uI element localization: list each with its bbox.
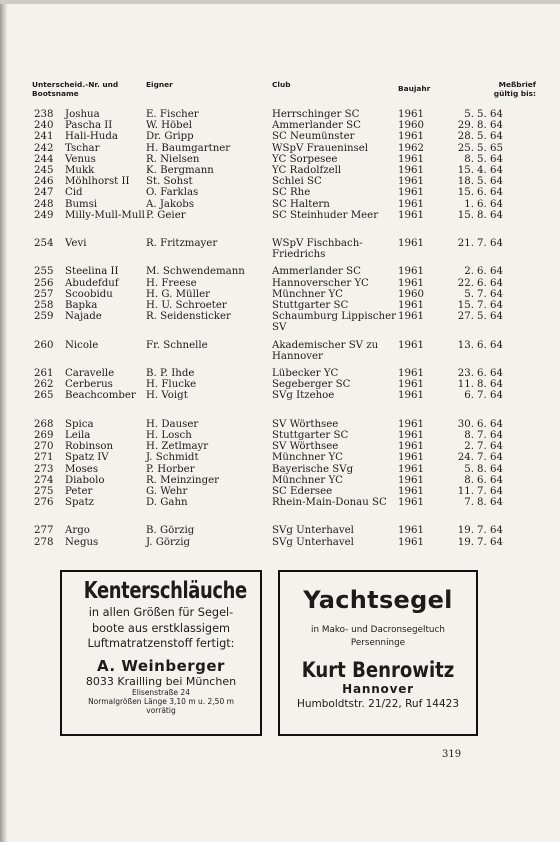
table-row bbox=[0, 390, 560, 412]
header-year: Baujahr bbox=[398, 84, 431, 93]
messbrief-month-year: 7. 64 bbox=[477, 485, 503, 497]
club-name: YC Sorpesee bbox=[272, 153, 338, 165]
table-row bbox=[0, 475, 560, 486]
boat-number: 238 bbox=[34, 109, 54, 120]
build-year: 1961 bbox=[398, 429, 424, 441]
club-name: SV Wörthsee bbox=[272, 441, 339, 453]
messbrief-month-year: 8. 64 bbox=[477, 379, 503, 391]
boat-number: 259 bbox=[34, 311, 54, 323]
table-row bbox=[0, 525, 560, 536]
club-name: Münchner YC bbox=[272, 474, 343, 486]
ad1-line3: Luftmatratzenstoff fertigt: bbox=[87, 637, 235, 650]
build-year: 1961 bbox=[398, 164, 424, 176]
boat-number: 275 bbox=[34, 485, 54, 497]
build-year: 1960 bbox=[398, 120, 424, 132]
messbrief-day: 27. bbox=[457, 311, 474, 323]
messbrief-month-year: 6. 64 bbox=[477, 187, 503, 199]
messbrief-month-year: 6. 64 bbox=[477, 198, 503, 210]
boat-number: 274 bbox=[34, 474, 54, 486]
messbrief-month-year: 7. 64 bbox=[477, 390, 503, 402]
boat-number: 268 bbox=[34, 418, 54, 430]
messbrief-day: 19. bbox=[457, 536, 474, 548]
messbrief-month-year: 6. 64 bbox=[477, 339, 503, 351]
messbrief-day: 18. bbox=[457, 176, 474, 188]
boat-number: 273 bbox=[34, 463, 54, 475]
build-year: 1960 bbox=[398, 288, 424, 300]
boat-name: Cid bbox=[65, 187, 83, 199]
messbrief-day: 11. bbox=[457, 379, 474, 391]
table-row bbox=[0, 419, 560, 430]
owner-name: R. Meinzinger bbox=[146, 474, 220, 486]
table-row bbox=[0, 340, 560, 362]
messbrief-day: 13. bbox=[457, 339, 474, 351]
boat-name: Leila bbox=[65, 429, 91, 441]
boat-number: 242 bbox=[34, 142, 54, 154]
messbrief-day: 5. bbox=[464, 288, 474, 300]
build-year: 1961 bbox=[398, 485, 424, 497]
boat-number: 241 bbox=[34, 131, 54, 143]
boat-name: Nicole bbox=[65, 339, 99, 351]
messbrief-month-year: 6. 64 bbox=[477, 474, 503, 486]
ad-yachtsegel bbox=[278, 570, 478, 736]
messbrief-day: 8. bbox=[464, 429, 474, 441]
boat-number: 262 bbox=[34, 379, 54, 391]
build-year: 1961 bbox=[398, 368, 424, 379]
owner-name: H. Flucke bbox=[146, 379, 197, 391]
ad1-title: Kenterschläuche bbox=[83, 578, 247, 604]
owner-name: P. Horber bbox=[146, 463, 195, 475]
club-name: WSpV Fischbach-Friedrichs bbox=[272, 238, 363, 261]
owner-name: M. Schwendemann bbox=[146, 266, 245, 278]
page-number: 319 bbox=[442, 749, 462, 760]
boat-name: Moses bbox=[65, 463, 99, 475]
messbrief-day: 11. bbox=[457, 485, 474, 497]
boat-name: Bumsi bbox=[65, 198, 98, 210]
club-name: Stuttgarter SC bbox=[272, 429, 349, 441]
club-name: SC Edersee bbox=[272, 485, 333, 497]
build-year: 1961 bbox=[398, 153, 424, 165]
owner-name: W. Höbel bbox=[146, 120, 192, 132]
club-name: Rhein-Main-Donau SC bbox=[272, 497, 387, 509]
build-year: 1961 bbox=[398, 452, 424, 464]
club-name: Herrschinger SC bbox=[272, 109, 360, 120]
table-row bbox=[0, 266, 560, 277]
club-name: Stuttgarter SC bbox=[272, 300, 349, 312]
boat-number: 249 bbox=[34, 209, 54, 221]
messbrief-month-year: 7. 64 bbox=[477, 429, 503, 441]
club-name: SC Neumünster bbox=[272, 131, 355, 143]
boat-number: 240 bbox=[34, 120, 54, 132]
boat-name: Cerberus bbox=[65, 379, 113, 391]
boat-number: 271 bbox=[34, 452, 54, 464]
boat-name: Abudefduf bbox=[65, 277, 119, 289]
table-row bbox=[0, 238, 560, 260]
build-year: 1961 bbox=[398, 187, 424, 199]
boat-number: 246 bbox=[34, 176, 54, 188]
table-row bbox=[0, 452, 560, 463]
messbrief-month-year: 7. 64 bbox=[477, 300, 503, 312]
messbrief-month-year: 6. 64 bbox=[477, 368, 503, 379]
build-year: 1961 bbox=[398, 379, 424, 391]
messbrief-day: 29. bbox=[457, 120, 474, 132]
table-row bbox=[0, 486, 560, 497]
ad2-line1: in Mako- und Dacronsegeltuch bbox=[311, 625, 445, 635]
table-row bbox=[0, 176, 560, 187]
table-row bbox=[0, 120, 560, 131]
boat-name: Scoobidu bbox=[65, 288, 113, 300]
build-year: 1961 bbox=[398, 497, 424, 509]
owner-name: R. Fritzmayer bbox=[146, 238, 218, 250]
messbrief-day: 19. bbox=[457, 525, 474, 537]
table-row bbox=[0, 154, 560, 165]
ad1-sizes1: Normalgrößen Länge 3,10 m u. 2,50 m bbox=[88, 696, 234, 706]
ad2-name: Kurt Benrowitz bbox=[301, 658, 455, 682]
club-name: Segeberger SC bbox=[272, 379, 351, 391]
messbrief-day: 28. bbox=[457, 131, 474, 143]
messbrief-month-year: 8. 64 bbox=[477, 120, 503, 132]
table-row bbox=[0, 368, 560, 379]
owner-name: Dr. Gripp bbox=[146, 131, 194, 143]
boat-number: 270 bbox=[34, 441, 54, 453]
boat-name: Möhlhorst II bbox=[65, 176, 130, 188]
build-year: 1961 bbox=[398, 209, 424, 221]
owner-name: R. Seidensticker bbox=[146, 311, 231, 323]
messbrief-day: 25. bbox=[457, 142, 474, 154]
boat-table bbox=[0, 109, 560, 548]
boat-name: Joshua bbox=[65, 109, 100, 120]
boat-name: Najade bbox=[65, 311, 102, 323]
table-row bbox=[0, 464, 560, 475]
messbrief-day: 8. bbox=[464, 474, 474, 486]
club-name: Ammerlander SC bbox=[272, 266, 361, 278]
owner-name: St. Sohst bbox=[146, 176, 193, 188]
ad1-line2: boote aus erstklassigem bbox=[91, 621, 231, 635]
messbrief-day: 2. bbox=[464, 441, 474, 453]
boat-name: Robinson bbox=[65, 441, 114, 453]
messbrief-month-year: 6. 64 bbox=[477, 266, 503, 278]
boat-name: Pascha II bbox=[65, 120, 113, 132]
club-name: Lübecker YC bbox=[272, 368, 339, 379]
ad1-street: Elisenstraße 24 bbox=[132, 687, 190, 697]
owner-name: R. Nielsen bbox=[146, 153, 200, 165]
boat-number: 244 bbox=[34, 153, 54, 165]
messbrief-month-year: 6. 64 bbox=[477, 418, 503, 430]
messbrief-day: 1. bbox=[464, 198, 474, 210]
boat-number: 278 bbox=[34, 536, 54, 548]
table-row bbox=[0, 143, 560, 154]
header-owner: Eigner bbox=[146, 80, 173, 89]
table-row bbox=[0, 210, 560, 232]
header-nr-name: Unterscheid.-Nr. und Bootsname bbox=[32, 80, 119, 98]
build-year: 1961 bbox=[398, 109, 424, 120]
messbrief-month-year: 8. 64 bbox=[477, 463, 503, 475]
boat-name: Tschar bbox=[65, 142, 100, 154]
ad1-line1: in allen Größen für Segel- bbox=[88, 606, 234, 619]
messbrief-day: 7. bbox=[464, 497, 474, 509]
table-row bbox=[0, 430, 560, 441]
table-row bbox=[0, 199, 560, 210]
boat-number: 257 bbox=[34, 288, 54, 300]
owner-name: O. Farklas bbox=[146, 187, 199, 199]
boat-number: 248 bbox=[34, 198, 54, 210]
owner-name: H. Freese bbox=[146, 277, 197, 289]
messbrief-month-year: 5. 64 bbox=[477, 153, 503, 165]
messbrief-day: 6. bbox=[464, 390, 474, 402]
ad2-city: Hannover bbox=[342, 682, 414, 696]
owner-name: A. Jakobs bbox=[146, 198, 195, 210]
table-row bbox=[0, 278, 560, 289]
boat-name: Caravelle bbox=[65, 368, 115, 379]
boat-name: Spatz IV bbox=[65, 452, 109, 464]
boat-number: 269 bbox=[34, 429, 54, 441]
owner-name: H. Losch bbox=[146, 429, 192, 441]
club-name: Akademischer SV zu Hannover bbox=[272, 339, 379, 362]
build-year: 1961 bbox=[398, 198, 424, 210]
owner-name: Fr. Schnelle bbox=[146, 339, 208, 351]
messbrief-month-year: 7. 64 bbox=[477, 525, 503, 537]
build-year: 1961 bbox=[398, 300, 424, 312]
owner-name: J. Görzig bbox=[146, 536, 191, 548]
boat-number: 260 bbox=[34, 339, 54, 351]
boat-name: Mukk bbox=[65, 164, 95, 176]
club-name: Hannoverscher YC bbox=[272, 277, 369, 289]
build-year: 1961 bbox=[398, 441, 424, 453]
build-year: 1961 bbox=[398, 463, 424, 475]
club-name: Schlei SC bbox=[272, 176, 322, 188]
build-year: 1961 bbox=[398, 311, 424, 323]
messbrief-day: 5. bbox=[464, 463, 474, 475]
ad1-sizes2: vorrätig bbox=[146, 705, 176, 715]
club-name: Schaumburg Lippischer SV bbox=[272, 311, 396, 334]
boat-name: Spica bbox=[65, 418, 94, 430]
club-name: SVg Unterhavel bbox=[272, 536, 354, 548]
boat-name: Vevi bbox=[65, 238, 87, 250]
owner-name: G. Wehr bbox=[146, 485, 188, 497]
owner-name: H. Zetlmayr bbox=[146, 441, 209, 453]
boat-number: 255 bbox=[34, 266, 54, 278]
build-year: 1961 bbox=[398, 277, 424, 289]
owner-name: B. P. Ihde bbox=[146, 368, 195, 379]
messbrief-month-year: 5. 64 bbox=[477, 131, 503, 143]
boat-name: Milly-Mull-Mull bbox=[65, 209, 145, 221]
table-row bbox=[0, 165, 560, 176]
messbrief-day: 30. bbox=[457, 418, 474, 430]
messbrief-month-year: 5. 64 bbox=[477, 109, 503, 120]
table-row bbox=[0, 131, 560, 142]
messbrief-day: 24. bbox=[457, 452, 474, 464]
messbrief-month-year: 5. 64 bbox=[477, 311, 503, 323]
table-row bbox=[0, 300, 560, 311]
build-year: 1961 bbox=[398, 525, 424, 537]
build-year: 1962 bbox=[398, 142, 424, 154]
build-year: 1961 bbox=[398, 536, 424, 548]
build-year: 1961 bbox=[398, 390, 424, 402]
messbrief-month-year: 7. 64 bbox=[477, 238, 503, 250]
owner-name: J. Schmidt bbox=[146, 452, 199, 464]
club-name: WSpV Fraueninsel bbox=[272, 142, 369, 154]
boat-number: 261 bbox=[34, 368, 54, 379]
messbrief-day: 2. bbox=[464, 266, 474, 278]
club-name: Münchner YC bbox=[272, 452, 343, 464]
boat-name: Steelina II bbox=[65, 266, 119, 278]
boat-number: 254 bbox=[34, 238, 54, 250]
header-club: Club bbox=[272, 80, 291, 89]
build-year: 1961 bbox=[398, 474, 424, 486]
owner-name: H. G. Müller bbox=[146, 288, 211, 300]
page-top-edge bbox=[0, 0, 560, 4]
messbrief-day: 22. bbox=[457, 277, 474, 289]
boat-number: 277 bbox=[34, 525, 54, 537]
ad1-city: 8033 Krailling bei München bbox=[85, 674, 237, 688]
club-name: SC Rhe bbox=[272, 187, 311, 199]
owner-name: E. Fischer bbox=[146, 109, 199, 120]
boat-name: Beachcomber bbox=[65, 390, 136, 402]
club-name: Münchner YC bbox=[272, 288, 343, 300]
table-row bbox=[0, 537, 560, 548]
messbrief-month-year: 8. 64 bbox=[477, 497, 503, 509]
build-year: 1961 bbox=[398, 418, 424, 430]
owner-name: P. Geier bbox=[146, 209, 186, 221]
header-messbrief: Meßbrief gültig bis: bbox=[493, 80, 536, 98]
ad-kenterschlaeuche bbox=[60, 570, 262, 736]
boat-name: Argo bbox=[65, 525, 90, 537]
club-name: SVg Unterhavel bbox=[272, 525, 354, 537]
messbrief-day: 15. bbox=[457, 164, 474, 176]
club-name: Bayerische SVg bbox=[272, 463, 354, 475]
messbrief-month-year: 5. 64 bbox=[477, 176, 503, 188]
owner-name: H. U. Schroeter bbox=[146, 300, 227, 312]
table-row bbox=[0, 441, 560, 452]
club-name: YC Radolfzell bbox=[272, 164, 342, 176]
club-name: SC Haltern bbox=[272, 198, 330, 210]
boat-number: 247 bbox=[34, 187, 54, 199]
build-year: 1961 bbox=[398, 339, 424, 351]
messbrief-day: 23. bbox=[457, 368, 474, 379]
boat-name: Bapka bbox=[65, 300, 98, 312]
boat-name: Peter bbox=[65, 485, 93, 497]
table-row bbox=[0, 311, 560, 333]
ad2-line2: Persenninge bbox=[350, 638, 406, 648]
owner-name: H. Baumgartner bbox=[146, 142, 231, 154]
build-year: 1961 bbox=[398, 266, 424, 278]
build-year: 1961 bbox=[398, 176, 424, 188]
boat-number: 265 bbox=[34, 390, 54, 402]
club-name: SC Steinhuder Meer bbox=[272, 209, 379, 221]
boat-name: Venus bbox=[65, 153, 96, 165]
messbrief-month-year: 6. 64 bbox=[477, 277, 503, 289]
owner-name: H. Voigt bbox=[146, 390, 188, 402]
messbrief-day: 15. bbox=[457, 187, 474, 199]
boat-name: Diabolo bbox=[65, 474, 105, 486]
ad2-title: Yachtsegel bbox=[303, 586, 453, 614]
table-row bbox=[0, 187, 560, 198]
build-year: 1961 bbox=[398, 238, 424, 250]
messbrief-day: 21. bbox=[457, 238, 474, 250]
messbrief-day: 8. bbox=[464, 153, 474, 165]
ad2-address: Humboldtstr. 21/22, Ruf 14423 bbox=[296, 698, 460, 710]
messbrief-month-year: 7. 64 bbox=[477, 536, 503, 548]
owner-name: B. Görzig bbox=[146, 525, 195, 537]
build-year: 1961 bbox=[398, 131, 424, 143]
messbrief-month-year: 7. 64 bbox=[477, 288, 503, 300]
owner-name: D. Gahn bbox=[146, 497, 188, 509]
messbrief-month-year: 7. 64 bbox=[477, 441, 503, 453]
messbrief-month-year: 7. 64 bbox=[477, 452, 503, 464]
messbrief-month-year: 4. 64 bbox=[477, 164, 503, 176]
messbrief-day: 15. bbox=[457, 209, 474, 221]
messbrief-day: 15. bbox=[457, 300, 474, 312]
boat-number: 256 bbox=[34, 277, 54, 289]
boat-number: 258 bbox=[34, 300, 54, 312]
owner-name: H. Dauser bbox=[146, 418, 199, 430]
ad1-firm: A. Weinberger bbox=[97, 656, 225, 675]
table-row bbox=[0, 497, 560, 519]
club-name: Ammerlander SC bbox=[272, 120, 361, 132]
boat-number: 276 bbox=[34, 497, 54, 509]
club-name: SV Wörthsee bbox=[272, 418, 339, 430]
table-row bbox=[0, 109, 560, 120]
boat-name: Negus bbox=[65, 536, 99, 548]
owner-name: K. Bergmann bbox=[146, 164, 214, 176]
boat-number: 245 bbox=[34, 164, 54, 176]
boat-name: Spatz bbox=[65, 497, 95, 509]
club-name: SVg Itzehoe bbox=[272, 390, 335, 402]
messbrief-day: 5. bbox=[464, 109, 474, 120]
table-row bbox=[0, 289, 560, 300]
table-row bbox=[0, 379, 560, 390]
messbrief-month-year: 8. 64 bbox=[477, 209, 503, 221]
boat-name: Hali-Huda bbox=[65, 131, 118, 143]
messbrief-month-year: 5. 65 bbox=[477, 142, 503, 154]
